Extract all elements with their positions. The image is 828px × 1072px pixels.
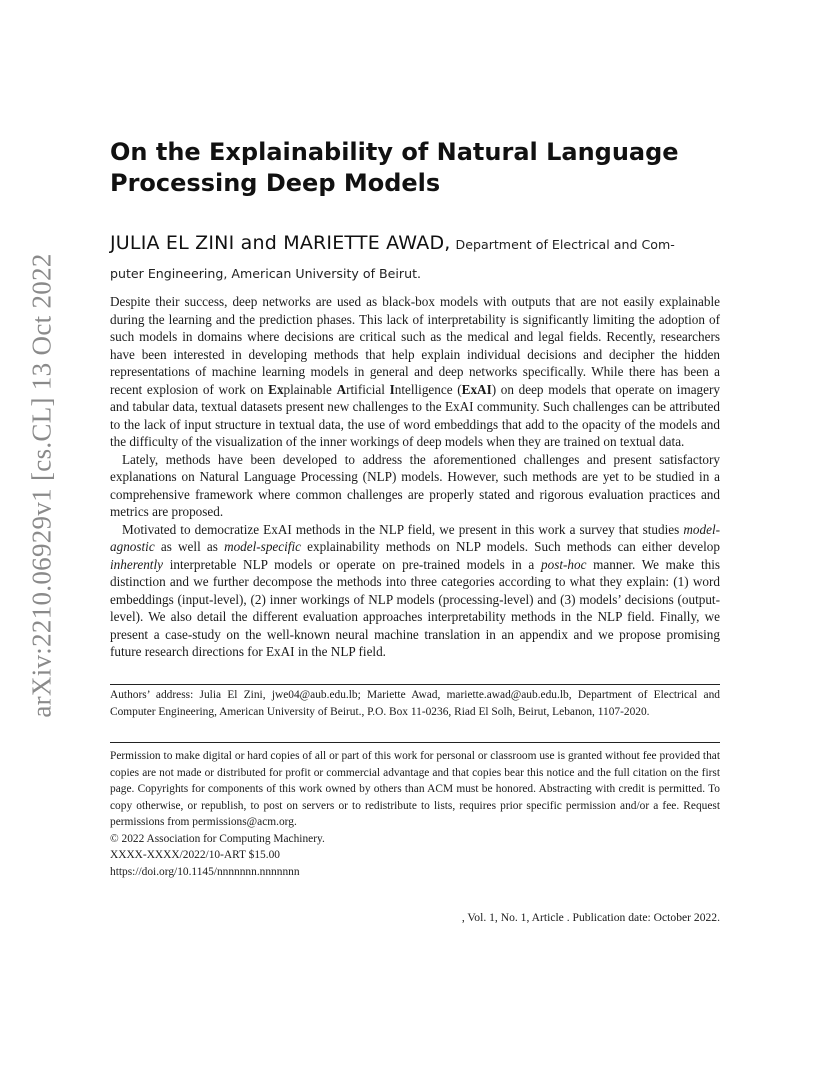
abstract [110,293,720,661]
divider-rule [110,742,720,743]
abstract-italic: model-agnostic [110,521,720,554]
abstract-italic: inherently [110,556,163,572]
abstract-text: Motivated to democratize ExAI methods in the NLP field, we present in this work a survey that studies [122,521,684,537]
copyright-notice: © 2022 Association for Computing Machinery. [110,832,325,845]
abstract-bold: I [389,381,395,397]
abstract-text: as well as [154,539,225,554]
paper-title [110,137,730,199]
arxiv-identifier-text: arXiv:2210.06929v1 [cs.CL] 13 Oct 2022 [26,252,57,718]
title-line-1: On the Explainability of Natural Language [110,138,679,166]
abstract-text: interpretable NLP models or operate on pre-trained models in a [162,556,541,572]
title-line-2: Processing Deep Models [110,169,441,197]
doi-link[interactable]: https://doi.org/10.1145/nnnnnnn.nnnnnnn [110,865,300,878]
authors-address [110,687,720,720]
publication-info: , Vol. 1, No. 1, Article . Publication date: October 2022. [461,911,720,924]
abstract-italic: model-specific [224,539,301,554]
issn-price: XXXX-XXXX/2022/10-ART $15.00 [110,849,280,861]
permission-notice [110,748,720,880]
abstract-paragraph-1 [110,293,720,451]
abstract-paragraph-2: Lately, methods have been developed to address the aforementioned challenges and present satisfactory explanations on Natural Language Processing (NLP) models. However, such methods are yet to be studied in a comprehensive framework where common challenges are properly stated and rigorous evaluation practices and metrics are proposed. [110,451,720,519]
authors-address-text: Authors’ address: Julia El Zini, jwe04@aub.edu.lb; Mariette Awad, mariette.awad@aub.edu.lb, Department of Electrical and Computer Engineering, American University of Beirut., P.O. Box 11-0236, Riad El Solh, Beirut, Lebanon, 1107-2020. [110,689,720,718]
abstract-bold: A [336,381,347,397]
affiliation-part-2: puter Engineering, American University of Beirut. [110,266,422,281]
abstract-text: ) on deep models that operate on imagery and tabular data, textual datasets present new challenges to the ExAI community. Such challenges can be attributed to the lack of input structure in textual data, the use of word embeddings that add to the opacity of the models and the difficulty of the visualization of the inner workings of deep models when they are trained on textual data. [110,381,720,449]
abstract-italic: post-hoc [541,556,587,572]
abstract-bold: ExAI [461,381,492,397]
abstract-text: rtificial [346,381,390,397]
abstract-text: manner. We make this distinction and we further decompose the methods into three categories according to what they explain: (1) word embeddings (input-level), (2) inner workings of NLP models (processing-level) and (3) models’ decisions (output-level). We also detail the different evaluation approaches interpretability methods in the NLP field. Finally, we present a case-study on the well-known neural machine translation in an appendix and we propose promising future research directions for ExAI in the NLP field. [110,556,720,659]
author-names: JULIA EL ZINI and MARIETTE AWAD, [110,232,451,254]
abstract-text: plainable [283,381,337,397]
abstract-text: Despite their success, deep networks are used as black-box models with outputs that are not easily explainable during the learning and the prediction phases. This lack of interpretability is significantly limiting the adoption of such models in domains where decisions are critical such as the medical and legal fields. Recently, researchers have been interested in developing methods that help explain individual decisions and decipher the hidden representations of machine learning models in general and deep networks specifically. While there has been a recent explosion of work on [110,294,720,397]
arxiv-identifier [22,252,62,718]
divider-rule [110,684,720,685]
abstract-bold: Ex [268,381,284,397]
abstract-text: ntelligence ( [394,381,462,397]
abstract-paragraph-3 [110,521,720,661]
affiliation-part-1: Department of Electrical and Com- [455,237,675,252]
abstract-text: explainability methods on NLP models. Such methods can either develop [300,539,720,554]
permission-text: Permission to make digital or hard copies of all or part of this work for personal or classroom use is granted without fee provided that copies are not made or distributed for profit or commercial advantage and that copies bear this notice and the full citation on the first page. Copyrights for components of this work owned by others than ACM must be honored. Abstracting with credit is permitted. To copy otherwise, or republish, to post on servers or to redistribute to lists, requires prior specific permission and/or a fee. Request permissions from permissions@acm.org. [110,750,720,828]
author-block [110,232,720,281]
